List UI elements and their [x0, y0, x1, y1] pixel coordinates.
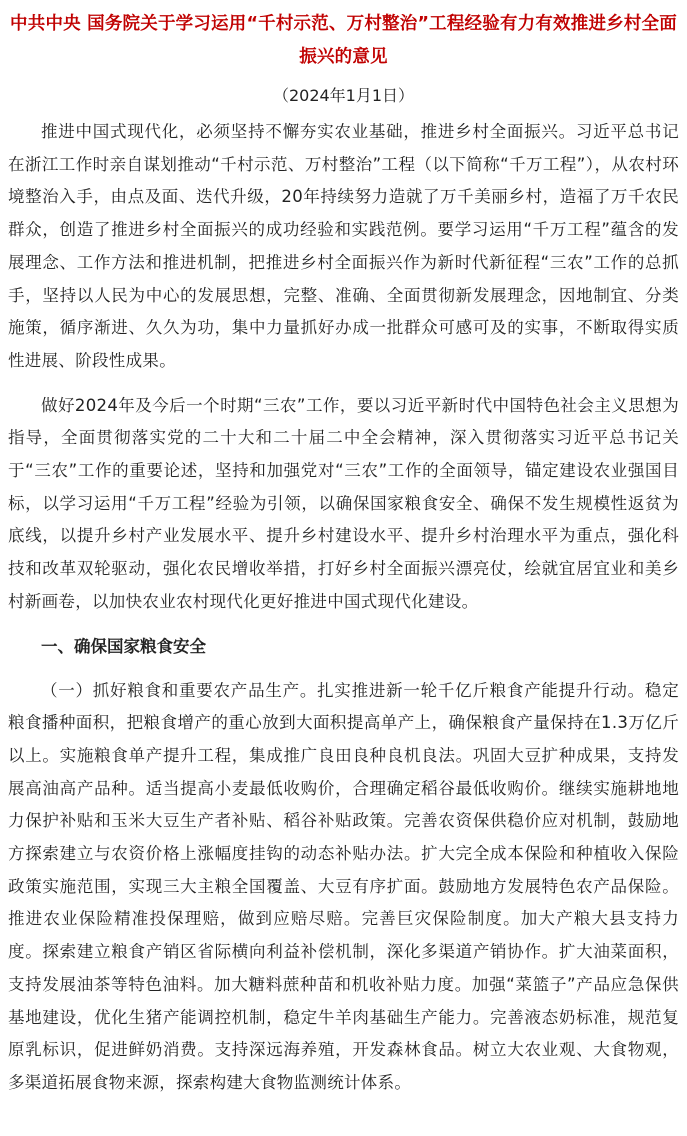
- document-title: 中共中央 国务院关于学习运用“千村示范、万村整治”工程经验有力有效推进乡村全面振兴的意见: [10, 14, 677, 67]
- document-date: （2024年1月1日）: [272, 86, 415, 105]
- body-paragraph-2: 做好2024年及今后一个时期“三农”工作，要以习近平新时代中国特色社会主义思想为指导，全面贯彻落实党的二十大和二十届二中全会精神，深入贯彻落实习近平总书记关于“三农”工作的重要论述，坚持和加强党对“三农”工作的全面领导，锚定建设农业强国目标，以学习运用“千万工程”经验为引领，以确保国家粮食安全、确保不发生规模性返贫为底线，以提升乡村产业发展水平、提升乡村建设水平、提升乡村治理水平为重点，强化科技和改革双轮驱动，强化农民增收举措，打好乡村全面振兴漂亮仗，绘就宜居宜业和美乡村新画卷，以加快农业农村现代化更好推进中国式现代化建设。: [8, 395, 679, 611]
- body-paragraph-1: 推进中国式现代化，必须坚持不懈夯实农业基础，推进乡村全面振兴。习近平总书记在浙江工作时亲自谋划推动“千村示范、万村整治”工程（以下简称“千万工程”），从农村环境整治入手，由点及面、迭代升级，20年持续努力造就了万千美丽乡村，造福了万千农民群众，创造了推进乡村全面振兴的成功经验和实践范例。要学习运用“千万工程”蕴含的发展理念、工作方法和推进机制，把推进乡村全面振兴作为新时代新征程“三农”工作的总抓手，坚持以人民为中心的发展思想，完整、准确、全面贯彻新发展理念，因地制宜、分类施策，循序渐进、久久为功，集中力量抓好办成一批群众可感可及的实事，不断取得实质性进展、阶段性成果。: [8, 122, 679, 370]
- section-heading-1: 一、确保国家粮食安全: [41, 636, 206, 656]
- section-1-paragraph-1: （一）抓好粮食和重要农产品生产。扎实推进新一轮千亿斤粮食产能提升行动。稳定粮食播种面积，把粮食增产的重心放到大面积提高单产上，确保粮食产量保持在1.3万亿斤以上。实施粮食单产提升工程，集成推广良田良种良机良法。巩固大豆扩种成果，支持发展高油高产品种。适当提高小麦最低收购价，合理确定稻谷最低收购价。继续实施耕地地力保护补贴和玉米大豆生产者补贴、稻谷补贴政策。完善农资保供稳价应对机制，鼓励地方探索建立与农资价格上涨幅度挂钩的动态补贴办法。扩大完全成本保险和种植收入保险政策实施范围，实现三大主粮全国覆盖、大豆有序扩面。鼓励地方发展特色农产品保险。推进农业保险精准投保理赔，做到应赔尽赔。完善巨灾保险制度。加大产粮大县支持力度。探索建立粮食产销区省际横向利益补偿机制，深化多渠道产销协作。扩大油菜面积，支持发展油茶等特色油料。加大糖料蔗种苗和机收补贴力度。加强“菜篮子”产品应急保供基地建设，优化生猪产能调控机制，稳定牛羊肉基础生产能力。完善液态奶标准，规范复原乳标识，促进鲜奶消费。支持深远海养殖，开发森林食品。树立大农业观、大食物观，多渠道拓展食物来源，探索构建大食物监测统计体系。: [8, 680, 679, 1092]
